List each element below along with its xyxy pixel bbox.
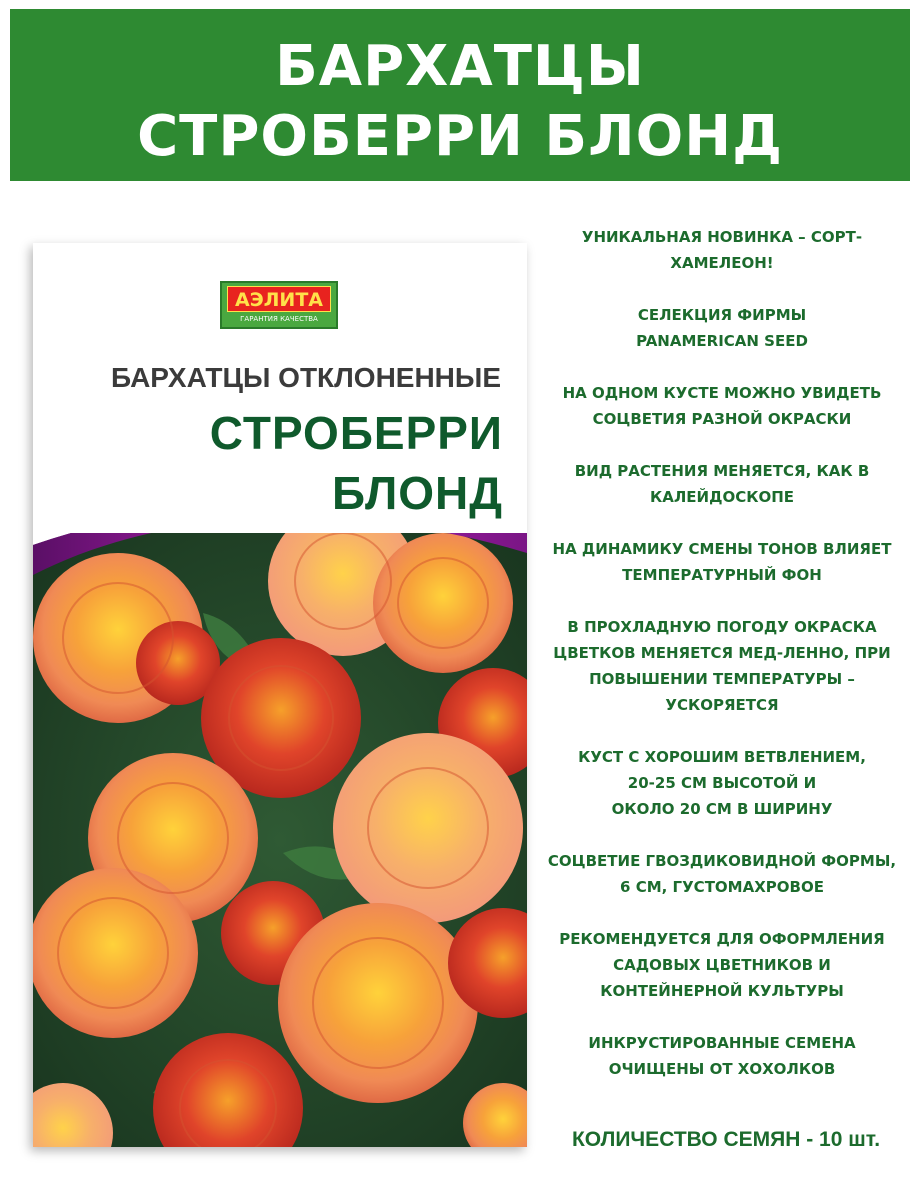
feature-line: ТЕМПЕРАТУРНЫЙ ФОН (622, 566, 822, 584)
feature-line: СОЦВЕТИЯ РАЗНОЙ ОКРАСКИ (592, 410, 852, 428)
feature-item (538, 224, 906, 276)
feature-line: В ПРОХЛАДНУЮ ПОГОДУ ОКРАСКА (567, 618, 877, 636)
brand-logo (220, 281, 338, 329)
feature-line: 20-25 СМ ВЫСОТОЙ И (627, 774, 817, 792)
brand-logo-name: АЭЛИТА (227, 286, 331, 312)
feature-item (538, 302, 906, 354)
feature-line: PANAMERICAN SEED (636, 332, 808, 350)
feature-line: ПОВЫШЕНИИ ТЕМПЕРАТУРЫ – (589, 670, 855, 688)
feature-line: ИНКРУСТИРОВАННЫЕ СЕМЕНА (588, 1034, 856, 1052)
feature-item (538, 744, 906, 822)
feature-item (538, 848, 906, 900)
packet-title-line2: БЛОНД (332, 467, 503, 519)
feature-line: СЕЛЕКЦИЯ ФИРМЫ (637, 306, 807, 324)
feature-line: ЦВЕТКОВ МЕНЯЕТСЯ МЕД-ЛЕННО, ПРИ (553, 644, 891, 662)
feature-line: ВИД РАСТЕНИЯ МЕНЯЕТСЯ, КАК В (574, 462, 870, 480)
feature-line: КОНТЕЙНЕРНОЙ КУЛЬТУРЫ (600, 982, 844, 1000)
packet-subtitle: БАРХАТЦЫ ОТКЛОНЕННЫЕ (111, 362, 501, 393)
feature-item (538, 458, 906, 510)
brand-logo-tagline: ГАРАНТИЯ КАЧЕСТВА (240, 315, 318, 323)
feature-item (538, 1030, 906, 1082)
feature-line: НА ОДНОМ КУСТЕ МОЖНО УВИДЕТЬ (562, 384, 882, 402)
feature-line: 6 СМ, ГУСТОМАХРОВОЕ (620, 878, 824, 896)
feature-line: УНИКАЛЬНАЯ НОВИНКА – СОРТ- (581, 228, 863, 246)
feature-item (538, 614, 906, 718)
feature-item (538, 926, 906, 1004)
marigold-flowers-photo (33, 533, 527, 1147)
packet-title-line1: СТРОБЕРРИ (209, 407, 503, 459)
feature-line: СОЦВЕТИЕ ГВОЗДИКОВИДНОЙ ФОРМЫ, (547, 852, 897, 870)
feature-line: КАЛЕЙДОСКОПЕ (649, 488, 795, 506)
feature-line: КУСТ С ХОРОШИМ ВЕТВЛЕНИЕМ, (578, 748, 866, 766)
feature-item (538, 536, 906, 588)
feature-line: ХАМЕЛЕОН! (670, 254, 774, 272)
title-banner (10, 9, 910, 181)
feature-line: УСКОРЯЕТСЯ (665, 696, 779, 714)
seed-packet (33, 243, 527, 1147)
banner-title-line2: СТРОБЕРРИ БЛОНД (137, 104, 783, 169)
feature-line: ОЧИЩЕНЫ ОТ ХОХОЛКОВ (608, 1060, 836, 1078)
feature-line: РЕКОМЕНДУЕТСЯ ДЛЯ ОФОРМЛЕНИЯ (559, 930, 885, 948)
banner-title-line1: БАРХАТЦЫ (275, 34, 645, 99)
feature-item (538, 380, 906, 432)
seed-count: КОЛИЧЕСТВО СЕМЯН - 10 шт. (571, 1128, 881, 1151)
feature-list (538, 224, 906, 1108)
feature-line: НА ДИНАМИКУ СМЕНЫ ТОНОВ ВЛИЯЕТ (552, 540, 892, 558)
feature-line: ОКОЛО 20 СМ В ШИРИНУ (611, 800, 833, 818)
feature-line: САДОВЫХ ЦВЕТНИКОВ И (613, 956, 831, 974)
